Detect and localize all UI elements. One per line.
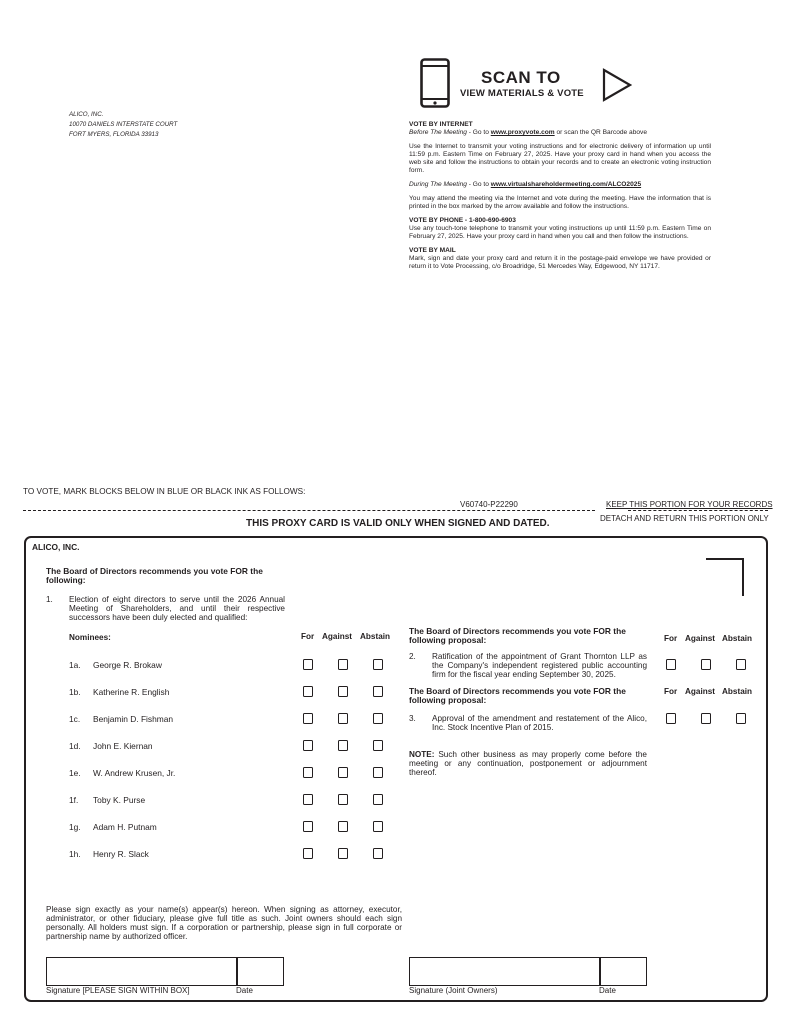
detach-portion-label: DETACH AND RETURN THIS PORTION ONLY xyxy=(600,514,769,523)
virtual-meeting-link[interactable]: www.virtualshareholdermeeting.com/ALCO2025 xyxy=(490,181,642,188)
mail-body: Mark, sign and date your proxy card and return it in the postage-paid envelope we have provided or return it to Vote Processing, c/o Broadridge, 51 Mercedes Way, Edgewood, NY 11717. xyxy=(409,255,711,270)
before-meeting-line: Before The Meeting - Go to www.proxyvote.com or scan the QR Barcode above xyxy=(409,129,648,136)
column-abstain: Abstain xyxy=(722,634,753,643)
detach-line xyxy=(23,510,595,511)
nominee-name: John E. Kiernan xyxy=(93,741,153,751)
play-arrow-icon xyxy=(602,68,632,102)
nominee-for-checkbox[interactable] xyxy=(303,821,313,832)
nominee-abstain-checkbox[interactable] xyxy=(373,794,383,805)
joint-signature-box[interactable] xyxy=(409,957,601,986)
nominee-abstain-checkbox[interactable] xyxy=(373,848,383,859)
card-company: ALICO, INC. xyxy=(32,542,80,552)
nominees-label: Nominees: xyxy=(69,633,111,642)
nominee-against-checkbox[interactable] xyxy=(338,686,348,697)
during-body: You may attend the meeting via the Internet and vote during the meeting. Have the information that is printed in the box marked by the arrow available and follow the instructions. xyxy=(409,195,711,210)
date-label: Date xyxy=(236,986,253,995)
validity-notice: THIS PROXY CARD IS VALID ONLY WHEN SIGNED AND DATED. xyxy=(246,518,550,529)
phone-body: Use any touch-tone telephone to transmit your voting instructions up until 11:59 p.m. Eastern Time on February 27, 2025. Have your proxy card in hand when you call and then follow the instructions. xyxy=(409,225,711,240)
nominee-name: George R. Brokaw xyxy=(93,660,162,670)
nominee-against-checkbox[interactable] xyxy=(338,767,348,778)
nominee-id: 1a. xyxy=(69,660,81,670)
nominee-abstain-checkbox[interactable] xyxy=(373,713,383,724)
detach-line xyxy=(628,510,768,511)
nominee-against-checkbox[interactable] xyxy=(338,794,348,805)
voting-instructions xyxy=(409,121,711,271)
nominee-abstain-checkbox[interactable] xyxy=(373,821,383,832)
note: NOTE: Such other business as may properly come before the meeting or any continuation, postponement or adjournment thereof. xyxy=(409,750,647,777)
address-line: ALICO, INC. xyxy=(69,111,104,118)
item1-text: Election of eight directors to serve until the 2026 Annual Meeting of Shareholders, and until their respective successors have been duly elected and qualified: xyxy=(69,595,285,622)
item3-for-checkbox[interactable] xyxy=(666,713,676,724)
item3-text: Approval of the amendment and restatement of the Alico, Inc. Stock Incentive Plan of 2015. xyxy=(432,714,647,732)
date-box[interactable] xyxy=(236,957,284,986)
phone-heading: VOTE BY PHONE - 1-800-690-6903 xyxy=(409,217,516,224)
column-against: Against xyxy=(685,687,716,696)
joint-date-label: Date xyxy=(599,986,616,995)
nominee-abstain-checkbox[interactable] xyxy=(373,740,383,751)
nominee-id: 1e. xyxy=(69,768,81,778)
column-abstain: Abstain xyxy=(360,632,391,641)
column-against: Against xyxy=(685,634,716,643)
item3-against-checkbox[interactable] xyxy=(701,713,711,724)
item-number: 2. xyxy=(409,652,416,661)
item-number: 3. xyxy=(409,714,416,723)
nominee-abstain-checkbox[interactable] xyxy=(373,659,383,670)
nominee-name: W. Andrew Krusen, Jr. xyxy=(93,768,176,778)
proxyvote-link[interactable]: www.proxyvote.com xyxy=(490,129,555,136)
signing-instructions: Please sign exactly as your name(s) appear(s) hereon. When signing as attorney, executor, administrator, or other fiduciary, please give full title as such. Joint owners should each sign personally. All holders must sign. If a corporation or partnership, please sign in full corporate or partnership name by authorized officer. xyxy=(46,905,402,941)
nominee-against-checkbox[interactable] xyxy=(338,659,348,670)
nominee-id: 1b. xyxy=(69,687,81,697)
board-recommendation: The Board of Directors recommends you vote FOR the following proposal: xyxy=(409,626,626,645)
nominee-abstain-checkbox[interactable] xyxy=(373,686,383,697)
nominee-id: 1h. xyxy=(69,849,81,859)
nominee-id: 1c. xyxy=(69,714,81,724)
column-against: Against xyxy=(322,632,353,641)
board-recommendation: The Board of Directors recommends you vote FOR the following proposal: xyxy=(409,686,626,705)
keep-portion-label: KEEP THIS PORTION FOR YOUR RECORDS xyxy=(606,500,773,509)
nominee-for-checkbox[interactable] xyxy=(303,767,313,778)
nominee-for-checkbox[interactable] xyxy=(303,740,313,751)
address-line: FORT MYERS, FLORIDA 33913 xyxy=(69,131,159,138)
corner-mark xyxy=(706,558,744,596)
signature-label: Signature [PLEASE SIGN WITHIN BOX] xyxy=(46,986,190,995)
nominee-against-checkbox[interactable] xyxy=(338,713,348,724)
internet-heading: VOTE BY INTERNET xyxy=(409,121,473,128)
joint-date-box[interactable] xyxy=(599,957,647,986)
nominee-id: 1d. xyxy=(69,741,81,751)
scan-subtitle: VIEW MATERIALS & VOTE xyxy=(460,88,584,99)
item2-abstain-checkbox[interactable] xyxy=(736,659,746,670)
nominee-against-checkbox[interactable] xyxy=(338,821,348,832)
ink-instruction: TO VOTE, MARK BLOCKS BELOW IN BLUE OR BLACK INK AS FOLLOWS: xyxy=(23,487,306,496)
nominee-id: 1g. xyxy=(69,822,81,832)
board-recommendation: The Board of Directors recommends you vote FOR the following: xyxy=(46,566,263,585)
internet-body: Use the Internet to transmit your voting instructions and for electronic delivery of information up until 11:59 p.m. Eastern Time on February 27, 2025. Have your proxy card in hand when you access the web site and follow the instructions to obtain your records and to create an electronic voting instruction form. xyxy=(409,143,711,174)
control-code: V60740-P22290 xyxy=(460,500,518,509)
nominee-name: Katherine R. English xyxy=(93,687,170,697)
column-for: For xyxy=(301,632,315,641)
during-meeting-line: During The Meeting - Go to www.virtualshareholdermeeting.com/ALCO2025 xyxy=(409,181,642,188)
nominee-id: 1f. xyxy=(69,795,79,805)
item-number: 1. xyxy=(46,595,53,604)
scan-title: SCAN TO xyxy=(481,68,561,87)
item2-text: Ratification of the appointment of Grant Thornton LLP as the Company's independent registered public accounting firm for the fiscal year ending September 30, 2025. xyxy=(432,652,647,679)
nominee-against-checkbox[interactable] xyxy=(338,848,348,859)
nominee-abstain-checkbox[interactable] xyxy=(373,767,383,778)
mail-heading: VOTE BY MAIL xyxy=(409,247,456,254)
nominee-for-checkbox[interactable] xyxy=(303,659,313,670)
nominee-name: Adam H. Putnam xyxy=(93,822,157,832)
nominee-for-checkbox[interactable] xyxy=(303,713,313,724)
signature-box[interactable] xyxy=(46,957,238,986)
item2-for-checkbox[interactable] xyxy=(666,659,676,670)
column-abstain: Abstain xyxy=(722,687,753,696)
nominee-for-checkbox[interactable] xyxy=(303,848,313,859)
nominee-for-checkbox[interactable] xyxy=(303,794,313,805)
joint-signature-label: Signature (Joint Owners) xyxy=(409,986,498,995)
nominee-for-checkbox[interactable] xyxy=(303,686,313,697)
column-for: For xyxy=(664,634,678,643)
smartphone-icon xyxy=(420,58,450,108)
item3-abstain-checkbox[interactable] xyxy=(736,713,746,724)
nominee-name: Benjamin D. Fishman xyxy=(93,714,174,724)
address-line: 10070 DANIELS INTERSTATE COURT xyxy=(69,121,178,128)
column-for: For xyxy=(664,687,678,696)
nominee-name: Henry R. Slack xyxy=(93,849,149,859)
company-address xyxy=(69,110,177,140)
nominee-against-checkbox[interactable] xyxy=(338,740,348,751)
item2-against-checkbox[interactable] xyxy=(701,659,711,670)
nominee-name: Toby K. Purse xyxy=(93,795,146,805)
